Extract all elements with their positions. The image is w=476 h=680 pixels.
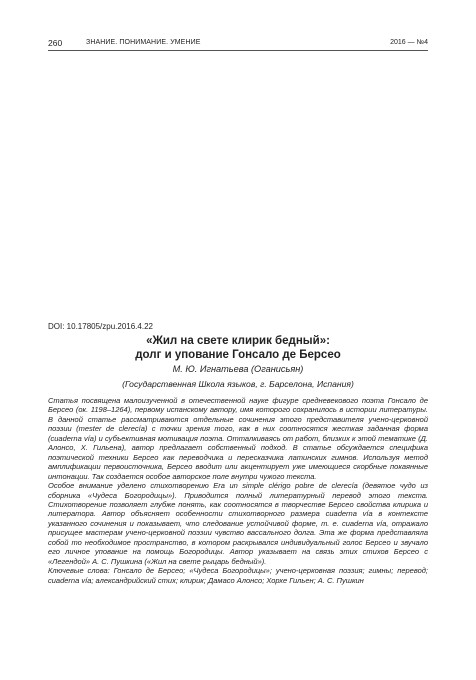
page-number: 260 — [48, 38, 63, 48]
doi: DOI: 10.17805/zpu.2016.4.22 — [48, 322, 153, 331]
title-line-1: «Жил на свете клирик бедный»: — [146, 335, 330, 347]
abstract-paragraph-1: Статья посвящена малоизученной в отечественной науке фигуре средневекового поэта Гонсало де Берсео (ок. 1198–1264), первому испанскому автору, имя которого сохранилось в истории литературы. В данной статье рассматриваются отдельные сочинения этого представителя учено-церковной поэзии (mester de clerecía) с точки зрения того, как в них соотносятся жесткая заданная форма (cuaderna vía) и субъективная мотивация поэта. Отталкиваясь от работ, близких к этой тематике (Д. Алонсо, Х. Гильена), автор предлагает собственный подход. В статье обсуждается специфика поэтической техники Берсео как переводчика и пересказчика латинских гимнов. Используя метод амплификации первоисточника, Берсео вводит или акцентирует уже имеющиеся скорбные покаянные интонации. Так создается особое авторское поле внутри чужого текста. — [48, 396, 428, 481]
journal-title: ЗНАНИЕ. ПОНИМАНИЕ. УМЕНИЕ — [86, 39, 201, 46]
author-name: М. Ю. Игнатьева (Оганисьян) — [172, 364, 304, 374]
author-affiliation: (Государственная Школа языков, г. Барселона, Испания) — [122, 379, 354, 389]
abstract — [48, 396, 428, 585]
header-rule — [48, 50, 428, 51]
issue-label: 2016 — №4 — [390, 39, 428, 46]
abstract-paragraph-2: Особое внимание уделено стихотворению Era un simple clérigo pobre de clerecía (девятое чудо из сборника «Чудеса Богородицы»). Приводится полный литературный перевод этого текста. Стихотворение позволяет глубже понять, как соотносятся в творчестве Берсео свойства клирика и литератора. Автор объясняет особенности стихотворного размера cuaderna vía в контексте указанного сочинения и показывает, что следование устойчивой форме, т. е. cuaderna vía, отражало присущее мастерам учено-церковной поэзии чувство вассального долга. Эта же форма представляла собой то необходимое пространство, в котором раскрывался индивидуальный голос Берсео и звучало его личное упование на помощь Богородицы. Автор указывает на связь этих стихов Берсео с «Легендой» А. С. Пушкина («Жил на свете рыцарь бедный»). — [48, 481, 428, 566]
title-line-2: долг и упование Гонсало де Берсео — [135, 349, 341, 361]
running-header — [48, 38, 428, 52]
keywords: Ключевые слова: Гонсало де Берсео; «Чудеса Богородицы»; учено-церковная поэзия; гимны; перевод; cuaderna vía; александрийский стих; клирик; Дамасо Алонсо; Хорхе Гильен; А. С. Пушкин — [48, 566, 428, 585]
article-title — [48, 334, 428, 362]
